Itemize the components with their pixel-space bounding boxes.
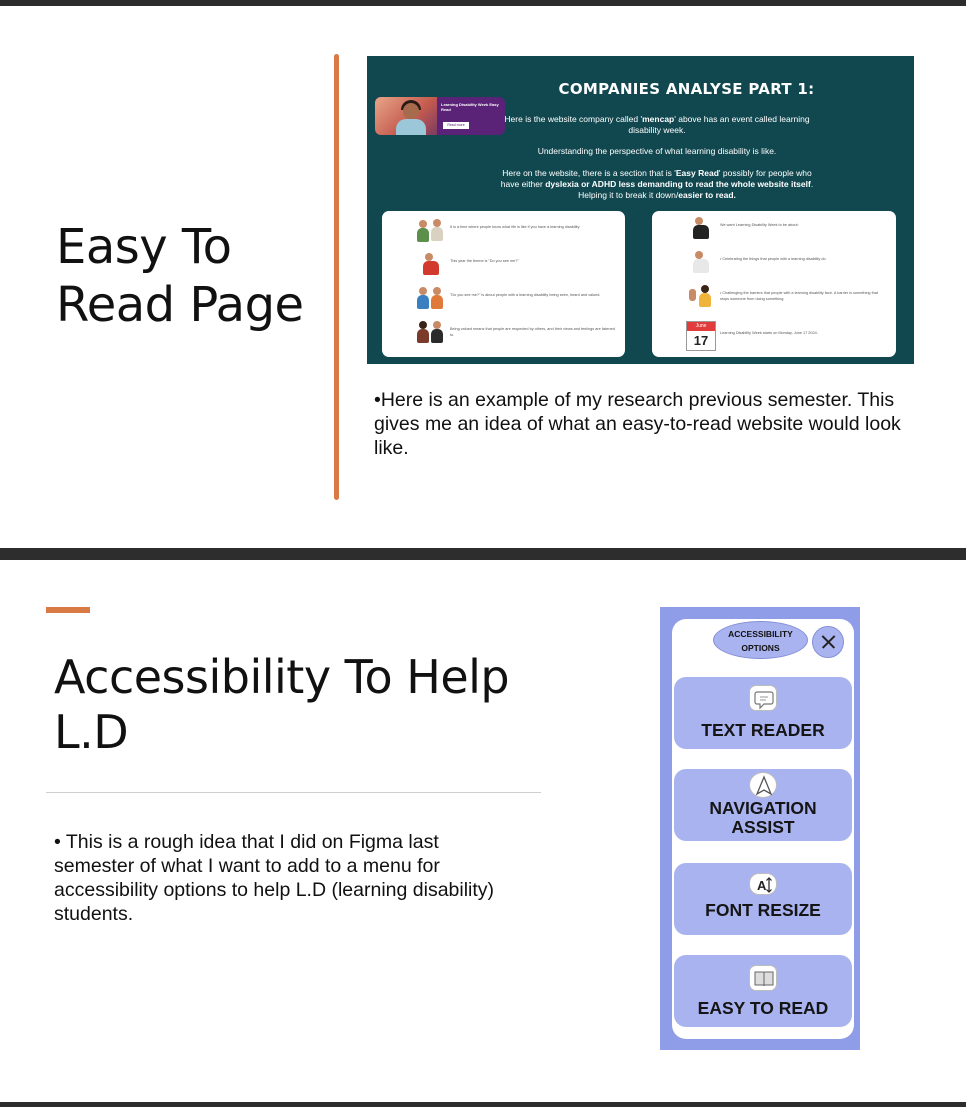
decorative-divider	[334, 54, 339, 500]
navigation-arrow-icon	[749, 772, 777, 798]
accessibility-menu-panel	[672, 619, 854, 1039]
research-screenshot	[367, 56, 914, 364]
mencap-promo-banner	[375, 97, 505, 135]
calendar-icon: June 17	[686, 321, 716, 351]
slide-easy-to-read	[0, 6, 966, 548]
list-item: It is a time where people know what life is like if you have a learning disability.	[382, 219, 625, 247]
font-resize-label: FONT RESIZE	[705, 900, 821, 920]
title-line-1: Easy To	[56, 219, 232, 275]
accessibility-options-header: ACCESSIBILITY OPTIONS	[713, 621, 808, 659]
font-resize-button[interactable]	[674, 863, 852, 935]
list-item: • Challenging the barriers that people with a learning disability face. A barrier is something that stops someone from doing something.	[652, 285, 896, 313]
easy-read-card-right	[652, 211, 896, 357]
easy-read-card-left	[382, 211, 625, 357]
title-divider	[46, 792, 541, 793]
promo-text: Learning Disability Week Easy Read	[441, 102, 499, 112]
screenshot-paragraph-3: Here on the website, there is a section that is 'Easy Read' possibly for people who have either dyslexia or ADHD less demanding to read the whole website itself. Helping it to break it down/easier to read.	[500, 168, 814, 200]
navigation-assist-label-line-1: NAVIGATION	[709, 798, 817, 818]
person-illustration-icon	[686, 285, 716, 311]
accent-bar	[46, 607, 90, 613]
person-illustration-icon	[416, 253, 446, 279]
book-icon	[749, 965, 777, 991]
text-reader-label: TEXT READER	[701, 720, 825, 740]
speech-bubble-icon	[749, 685, 777, 711]
accessibility-menu-mockup	[660, 607, 860, 1050]
screenshot-heading: COMPANIES ANALYSE PART 1:	[558, 80, 815, 98]
list-item: • Celebrating the things that people with a learning disability do	[652, 251, 896, 279]
easy-to-read-label: EASY TO READ	[697, 998, 829, 1018]
close-icon[interactable]	[812, 626, 844, 658]
person-illustration-icon	[416, 219, 446, 245]
title-line-2: Read Page	[56, 277, 304, 333]
navigation-assist-button[interactable]	[674, 769, 852, 841]
person-illustration-icon	[416, 321, 446, 347]
person-illustration-icon	[686, 217, 716, 243]
font-resize-icon	[749, 873, 777, 895]
text-reader-button[interactable]	[674, 677, 852, 749]
list-item: Being valued means that people are respected by others, and their views and feelings are listened to.	[382, 321, 625, 349]
slide-title: Accessibility To Help L.D	[54, 650, 510, 759]
list-item: June 17 Learning Disability Week starts on Monday, June 17 2024.	[652, 321, 896, 349]
person-illustration-icon	[686, 251, 716, 277]
navigation-assist-label-line-2: ASSIST	[731, 817, 795, 837]
promo-button: Read more	[443, 122, 469, 129]
screenshot-paragraph-1: Here is the website company called 'mencap' above has an event called learning disability week.	[504, 114, 810, 135]
list-item: This year the theme is "Do you see me?"	[382, 253, 625, 281]
list-item: "Do you see me?" is about people with a learning disability being seen, heard and valued.	[382, 287, 625, 315]
list-item: We want Learning Disability Week to be about:	[652, 217, 896, 245]
screenshot-paragraph-2: Understanding the perspective of what learning disability is like.	[537, 146, 777, 156]
easy-to-read-button[interactable]	[674, 955, 852, 1027]
person-illustration-icon	[416, 287, 446, 313]
slide-accessibility	[0, 560, 966, 1102]
bullet-text: • This is a rough idea that I did on Figma last semester of what I want to add to a menu for accessibility options to help L.D (learning disability) students.	[54, 831, 495, 925]
slide-title	[56, 218, 304, 334]
bullet-text: •Here is an example of my research previous semester. This gives me an idea of what an easy-to-read website would look like.	[374, 389, 901, 459]
svg-text:A: A	[757, 878, 767, 893]
